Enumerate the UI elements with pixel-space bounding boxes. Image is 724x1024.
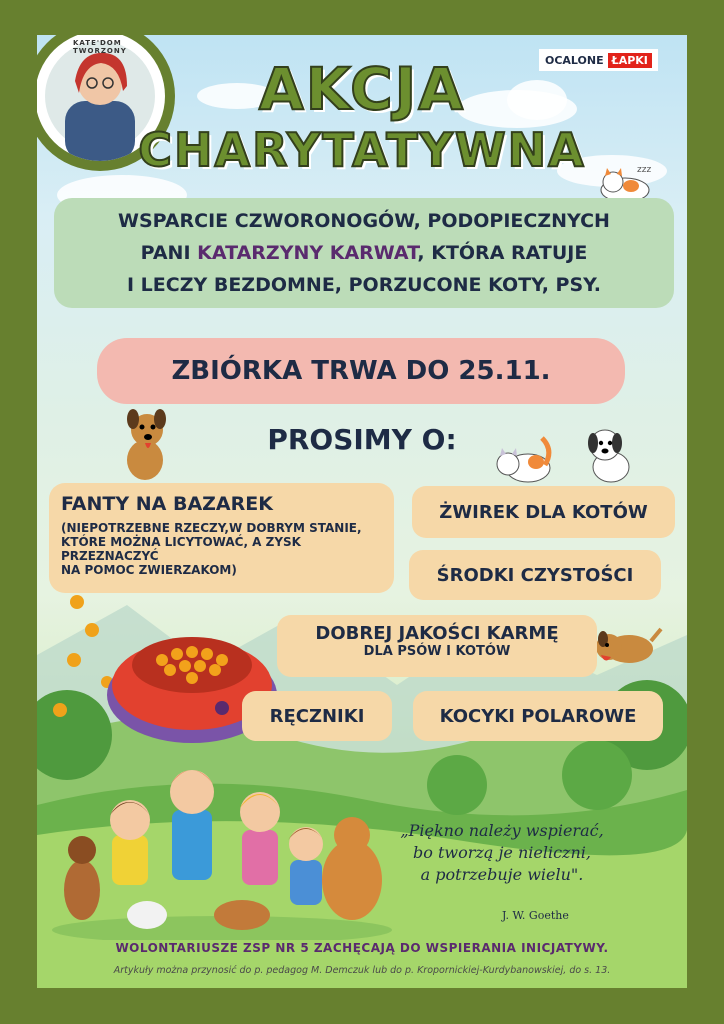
item-karma-subtitle: DLA PSÓW I KOTÓW: [363, 644, 511, 659]
running-dog-illustration: [589, 617, 664, 677]
request-heading: PROSIMY O:: [267, 423, 457, 456]
quote-line-1: „Piękno należy wspierać,: [400, 821, 604, 840]
item-karma: [277, 615, 597, 677]
intro-highlight-name: KATARZYNY KARWAT: [197, 242, 418, 264]
item-zwirek: ŻWIREK DLA KOTÓW: [412, 486, 675, 538]
intro-line-1: WSPARCIE CZWORONOGÓW, PODOPIECZNYCH: [118, 210, 610, 232]
quote-author: J. W. Goethe: [502, 909, 569, 922]
item-fanty-title: FANTY NA BAZAREK: [61, 493, 273, 515]
title-line-1: AKCJA: [258, 55, 466, 123]
item-reczniki: RĘCZNIKI: [242, 691, 392, 741]
kids-with-dogs-illustration: [52, 740, 392, 940]
poster-inner: [37, 35, 687, 988]
footer-volunteers: WOLONTARIUSZE ZSP NR 5 ZACHĘCAJĄ DO WSPIERANIA INICJATYWY.: [115, 941, 609, 955]
item-fanty-note-1: (NIEPOTRZEBNE RZECZY,W DOBRYM STANIE,: [61, 521, 362, 535]
intro-line-2-end: , KTÓRA RATUJE: [417, 242, 588, 264]
quote-line-2: bo tworzą je nieliczni,: [413, 843, 591, 862]
brand-name-part2: ŁAPKI: [608, 53, 652, 68]
item-fanty-na-bazarek: [49, 483, 394, 593]
intro-line-2-start: PANI: [140, 242, 198, 264]
item-fanty-note-3: NA POMOC ZWIERZAKOM): [61, 563, 237, 577]
item-srodki-czystosci: ŚRODKI CZYSTOŚCI: [409, 550, 661, 600]
brand-name-part1: OCALONE: [545, 53, 604, 67]
item-fanty-note-2: KTÓRE MOŻNA LICYTOWAĆ, A ZYSK PRZEZNACZYĆ: [61, 535, 301, 563]
intro-panel: [54, 198, 674, 308]
intro-line-3: I LECZY BEZDOMNE, PORZUCONE KOTY, PSY.: [126, 274, 602, 296]
quote-line-3: a potrzebuje wielu".: [420, 865, 584, 884]
footer-delivery-note: Artykuły można przynosić do p. pedagog M. Demczuk lub do p. Kropornickiej-Kurdybanowskiej, do s. 13.: [113, 965, 611, 976]
item-karma-title: DOBREJ JAKOŚCI KARMĘ: [315, 623, 559, 644]
item-kocyki: KOCYKI POLAROWE: [413, 691, 663, 741]
logo-ring-text: KATE'DOM TWORZONY: [73, 39, 127, 55]
deadline-banner: ZBIÓRKA TRWA DO 25.11.: [97, 338, 625, 404]
svg-text:zzz: zzz: [637, 165, 652, 175]
intro-line-2: [141, 237, 588, 269]
title-line-2: CHARYTATYWNA: [138, 123, 586, 177]
quote-block: [392, 820, 612, 886]
